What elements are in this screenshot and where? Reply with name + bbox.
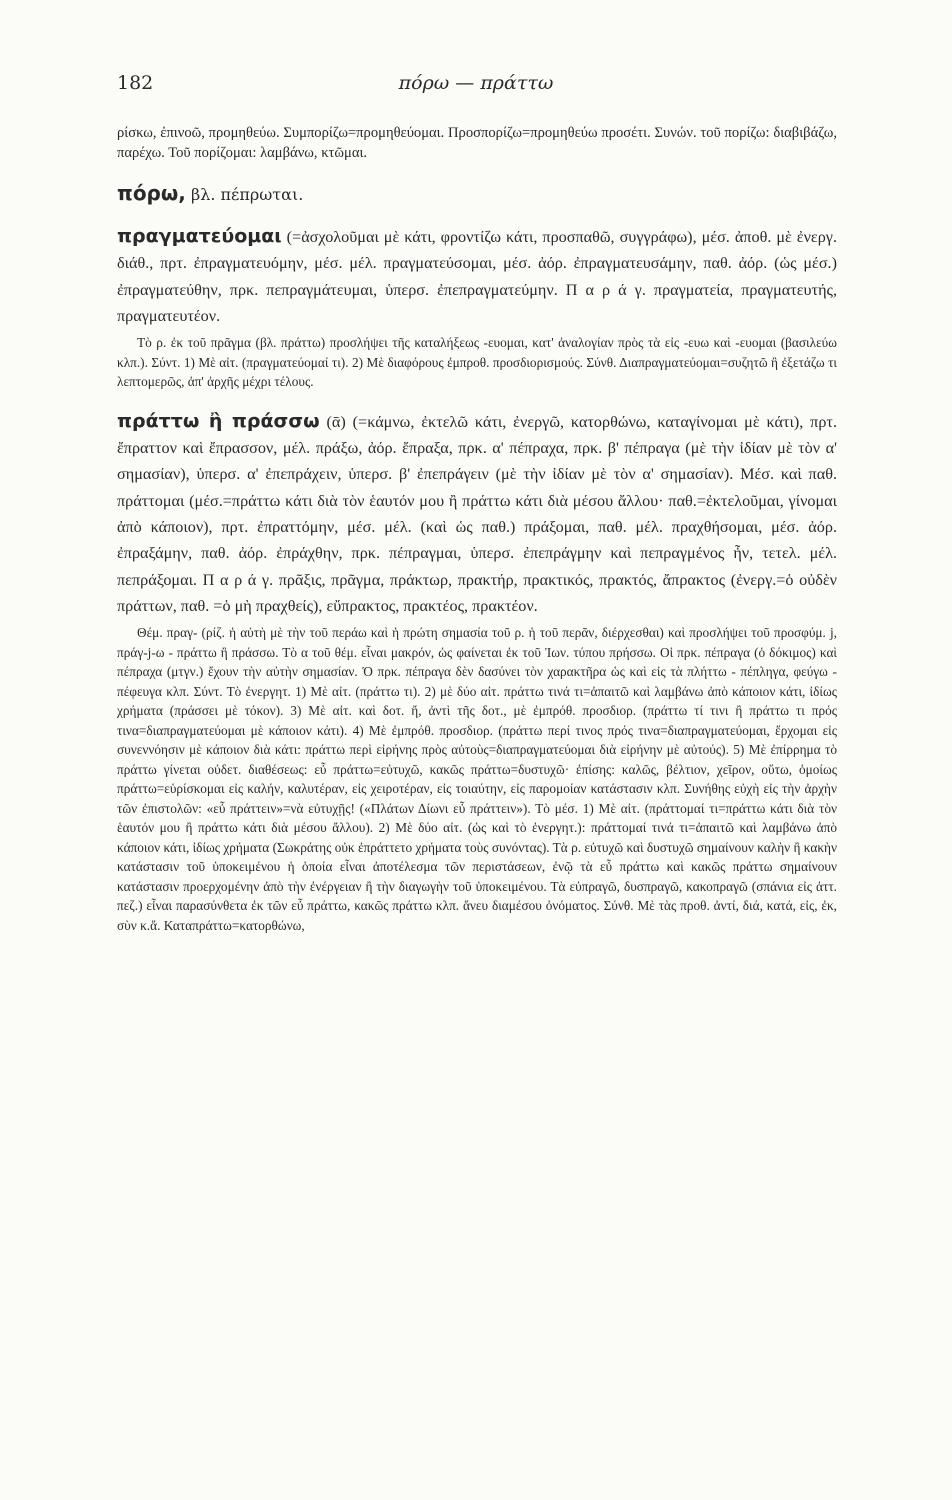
entry-pratto-body: (ᾱ) (=κάμνω, ἐκτελῶ κάτι, ἐνεργῶ, κατορθώνω, καταγίνομαι μὲ κάτι), πρτ. ἔπραττον καὶ ἔπρασσον, μέλ. πράξω, ἀόρ. ἔπραξα, πρκ. α' πέπραχα, πρκ. β' πέπραγα (μὲ τὴν ἰδίαν μὲ τὸν α' σημασίαν), ὑπερσ. α' ἐπεπράχειν, ὑπερσ. β' ἐπεπράγειν (μὲ τὴν ἰδίαν μὲ τὸν α' σημασίαν). Μέσ. καὶ παθ. πράττομαι (μέσ.=πράττω κάτι διὰ τὸν ἑαυτόν μου ἢ πράττω κάτι διὰ μέσου ἄλλου· παθ.=ἐκτελοῦμαι, γίνομαι ἀπὸ κάποιον), πρτ. ἐπραττόμην, μέσ. μέλ. (καὶ ὡς παθ.) πράξομαι, παθ. μέλ. πραχθήσομαι, μέσ. ἀόρ. ἐπραξάμην, παθ. ἀόρ. ἐπράχθην, πρκ. πέπραγμαι, ὑπερσ. ἐπεπράγμην καὶ πεπραγμένος ἦν, τετελ. μέλ. πεπράξομαι. Π α ρ ά γ. πρᾶξις, πρᾶγμα, πράκτωρ, πρακτήρ, πρακτικός, πρακτός, ἄπρακτος (ἐνεργ.=ὁ οὐδὲν πράττων, παθ. =ὁ μὴ πραχθείς), εὔπρακτος, πρακτέος, πρακτέον.	[117, 412, 837, 615]
entry-pratto	[117, 408, 837, 619]
entry-poro	[117, 181, 837, 207]
entry-pragmateuomai-note: Τὸ ρ. ἐκ τοῦ πρᾶγμα (βλ. πράττω) προσλήψει τῆς καταλήξεως -ευομαι, κατ' ἀναλογίαν πρὸς τὰ εἰς -ευω καὶ -ευομαι (βασιλεύω κλπ.). Σύντ. 1) Μὲ αἰτ. (πραγματεύομαί τι). 2) Μὲ διαφόρους ἐμπροθ. προσδιορισμούς. Σύνθ. Διαπραγματεύομαι=συζητῶ ἢ ἐξετάζω τι λεπτομερῶς, ἀπ' ἀρχῆς μέχρι τέλους.	[117, 335, 837, 390]
running-head: πόρω — πράττω	[398, 72, 554, 94]
entry-pragmateuomai	[117, 223, 837, 329]
entry-pragmateuomai-body: (=ἀσχολοῦμαι μὲ κάτι, φροντίζω κάτι, προσπαθῶ, συγγράφω), μέσ. ἀποθ. μὲ ἐνεργ. διάθ., πρτ. ἐπραγματευόμην, μέσ. μέλ. πραγματεύσομαι, μέσ. ἀόρ. ἐπραγματευσάμην, παθ. ἀόρ. (ὡς μέσ.) ἐπραγματεύθην, πρκ. πεπραγμάτευμαι, ὑπερσ. ἐπεπραγματεύμην. Π α ρ ά γ. πραγματεία, πραγματευτής, πραγματευτέον.	[117, 228, 837, 326]
entry-poro-lemma: πόρω,	[117, 181, 186, 206]
page-content	[117, 124, 837, 935]
entry-poro-rest: βλ. πέπρωται.	[190, 185, 304, 205]
intro-paragraph: ρίσκω, ἐπινοῶ, προμηθεύω. Συμπορίζω=προμηθεύομαι. Προσπορίζω=προμηθεύω προσέτι. Συνών. τοῦ πορίζω: διαβιβάζω, παρέχω. Τοῦ πορίζομαι: λαμβάνω, κτῶμαι.	[117, 125, 837, 161]
entry-pragmateuomai-lemma: πραγματεύομαι	[117, 225, 282, 248]
entry-pratto-note: Θέμ. πραγ- (ρίζ. ἡ αὐτὴ μὲ τὴν τοῦ περάω καὶ ἡ πρώτη σημασία τοῦ ρ. ἡ τοῦ περᾶν, διέρχεσθαι) καὶ προσλήψει τοῦ προσφύμ. j, πράγ-j-ω - πράττω ἢ πράσσω. Τὸ α τοῦ θέμ. εἶναι μακρόν, ὡς φαίνεται ἐκ τοῦ Ἰων. τύπου πρήσσω. Οἱ πρκ. πέπραγα (ὁ δόκιμος) καὶ πέπραχα (μτγν.) ἔχουν τὴν αὐτὴν σημασίαν. Ὁ πρκ. πέπραγα δὲν δασύνει τὸν χαρακτῆρα ὡς καὶ εἰς τὰ πλήττω - πέπληγα, φεύγω - πέφευγα κλπ. Σύντ. Τὸ ἐνεργητ. 1) Μὲ αἰτ. (πράττω τι). 2) μὲ δύο αἰτ. πράττω τινά τι=ἀπαιτῶ καὶ λαμβάνω ἀπὸ κάποιον κάτι, ἰδίως χρήματα (πράσσει μὲ τόκον). 3) Μὲ αἰτ. καὶ δοτ. ἤ, ἀντὶ τῆς δοτ., μὲ ἐμπρόθ. προσδιορ. (πράττω τί τινι ἢ πράττω τι πρός τινα=διαπραγματεύομαι μὲ κάποιον κάτι). 4) Μὲ ἐμπρόθ. προσδιορ. (πράττω περί τινος πρός τινα=διαπραγματεύομαι, ἔρχομαι εἰς συνεννόησιν μὲ κάποιον διὰ κάτι: πράττω περὶ εἰρήνης πρὸς αὐτοὺς=διαπραγματεύομαι διὰ εἰρήνην μὲ αὐτούς). 5) Μὲ ἐπίρρημα τὸ πράττω γίνεται οὐδετ. διαθέσεως: εὖ πράττω=εὐτυχῶ, κακῶς πράττω=δυστυχῶ· ἐπίσης: καλῶς, βέλτιον, χεῖρον, οὕτω, ὁμοίως πράττω=εὑρίσκομαι εἰς καλήν, καλυτέραν, εἰς χειροτέραν, εἰς τοιαύτην, εἰς παρομοίαν κατάστασιν κλπ. Συνήθης εὐχὴ εἰς τὴν ἀρχὴν τῶν ἐπιστολῶν: «εὖ πράττειν»=νὰ εὐτυχῇς! («Πλάτων Δίωνι εὖ πράττειν»). Τὸ μέσ. 1) Μὲ αἰτ. (πράττομαί τι=πράττω κάτι διὰ τὸν ἑαυτόν μου ἢ πράττω κάτι διὰ μέσου ἄλλου). 2) Μὲ δύο αἰτ. (ὡς καὶ τὸ ἐνεργητ.): πράττομαί τινά τι=ἀπαιτῶ καὶ λαμβάνω ἀπὸ κάποιον κάτι, ἰδίως χρήματα (Σωκράτης οὐκ ἐπράττετο χρήματα τοὺς συνόντας). Τὰ ρ. εὐτυχῶ καὶ δυστυχῶ σημαίνουν καλὴν ἢ κακὴν κατάστασιν τοῦ ὑποκειμένου ἡ ὁποία εἶναι ἀποτέλεσμα τῶν περιστάσεων, ἐνῷ τὰ εὖ πράττω καὶ κακῶς πράττω σημαίνουν κατάστασιν προερχομένην ἀπὸ τὴν ἐνέργειαν ἢ τὴν διαγωγὴν τοῦ ὑποκειμένου. Τὰ εὐπραγῶ, δυσπραγῶ, κακοπραγῶ (σπάνια εἰς ἀττ. πεζ.) εἶναι παρασύνθετα ἐκ τῶν εὖ πράττω, κακῶς πράττω κλπ. ἄνευ διαμέσου ὀνόματος. Σύνθ. Μὲ τὰς προθ. ἀντί, διά, κατά, εἰς, ἐκ, σὺν κ.ἄ. Καταπράττω=κατορθώνω,	[117, 625, 837, 933]
page-number: 182	[117, 72, 154, 94]
entry-pratto-lemma: πράττω ἢ πράσσω	[117, 409, 320, 432]
